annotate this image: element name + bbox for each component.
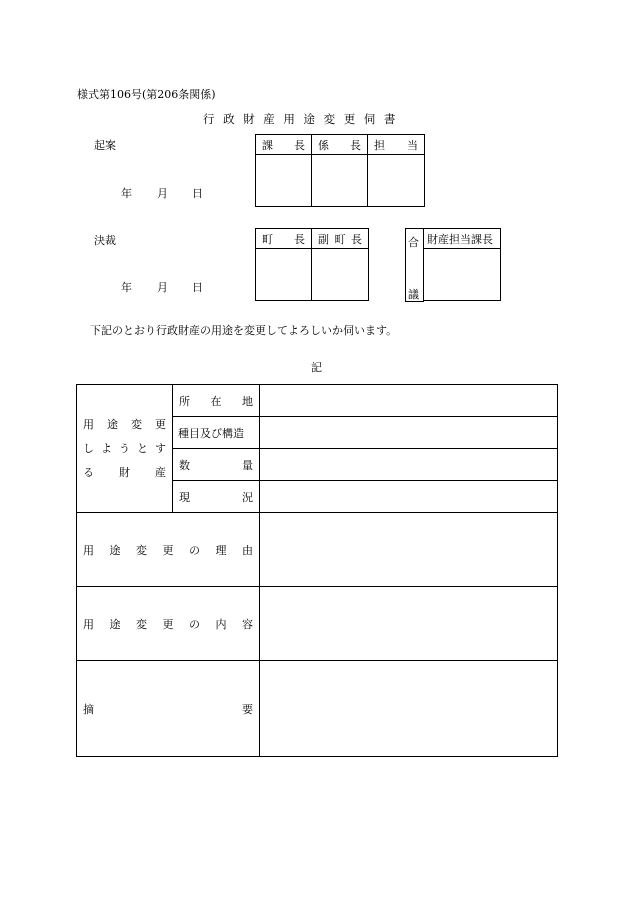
condition-label-cell <box>173 481 260 513</box>
quantity-value-cell[interactable] <box>260 449 558 481</box>
gougi-char-2: 議 <box>408 288 419 301</box>
zaisan-tanto-kacho-label: 財産担当課長 <box>424 229 501 249</box>
form-number: 様式第106号(第206条関係) <box>77 88 216 101</box>
condition-value-cell[interactable] <box>260 481 558 513</box>
request-statement: 下記のとおり行政財産の用途を変更してよろしいか伺います。 <box>90 324 398 337</box>
remarks-value-cell[interactable] <box>260 661 558 757</box>
tanto-label: 担 当 <box>374 138 418 152</box>
property-label-line-2: し よ う と す <box>83 441 166 455</box>
kessai-label: 決裁 <box>94 234 116 247</box>
gougi-stamp-table <box>423 228 501 301</box>
remarks-label-cell <box>77 661 260 757</box>
kian-stamp-table <box>255 134 425 207</box>
quantity-label: 数 量 <box>179 458 253 472</box>
remarks-label: 摘 要 <box>83 702 253 716</box>
location-label-cell <box>173 385 260 417</box>
chocho-stamp-box[interactable] <box>256 249 312 301</box>
chocho-label: 町 長 <box>262 232 305 246</box>
condition-label: 現 況 <box>179 490 253 504</box>
fukuchocho-header <box>312 229 369 249</box>
content-label: 用 途 変 更 の 内 容 <box>83 617 253 631</box>
property-label-cell <box>77 385 173 513</box>
kakaricho-label: 係 長 <box>318 138 361 152</box>
kakaricho-stamp-box[interactable] <box>312 155 368 207</box>
content-value-cell[interactable] <box>260 587 558 661</box>
kian-month-label: 月 <box>157 187 168 200</box>
property-label-line-1: 用 途 変 更 <box>83 417 166 431</box>
reason-label-cell <box>77 513 260 587</box>
quantity-label-cell <box>173 449 260 481</box>
tanto-stamp-box[interactable] <box>368 155 425 207</box>
type-structure-value-cell[interactable] <box>260 417 558 449</box>
property-label-line-3: る 財 産 <box>83 465 166 479</box>
location-label: 所 在 地 <box>179 394 253 408</box>
fukuchocho-label: 副 町 長 <box>318 232 362 246</box>
kacho-stamp-box[interactable] <box>256 155 312 207</box>
type-structure-label: 種目及び構造 <box>178 426 244 440</box>
kacho-header <box>256 135 312 155</box>
reason-value-cell[interactable] <box>260 513 558 587</box>
kessai-month-label: 月 <box>157 281 168 294</box>
location-value-cell[interactable] <box>260 385 558 417</box>
kian-label: 起案 <box>94 139 116 152</box>
content-label-cell <box>77 587 260 661</box>
document-title: 行政財産用途変更伺書 <box>203 112 404 126</box>
zaisan-tanto-kacho-stamp-box[interactable] <box>424 249 501 301</box>
type-structure-label-cell <box>173 417 260 449</box>
kessai-year-label: 年 <box>121 281 132 294</box>
gougi-box <box>405 228 424 302</box>
fukuchocho-stamp-box[interactable] <box>312 249 369 301</box>
kessai-day-label: 日 <box>192 281 203 294</box>
reason-label: 用 途 変 更 の 理 由 <box>83 543 253 557</box>
chocho-header <box>256 229 312 249</box>
kian-day-label: 日 <box>192 187 203 200</box>
ki-label: 記 <box>311 361 322 374</box>
kacho-label: 課 長 <box>262 138 305 152</box>
kakaricho-header <box>312 135 368 155</box>
kian-year-label: 年 <box>121 187 132 200</box>
gougi-char-1: 合 <box>408 236 419 249</box>
tanto-header <box>368 135 425 155</box>
kessai-stamp-table <box>255 228 369 301</box>
details-table <box>76 384 558 757</box>
